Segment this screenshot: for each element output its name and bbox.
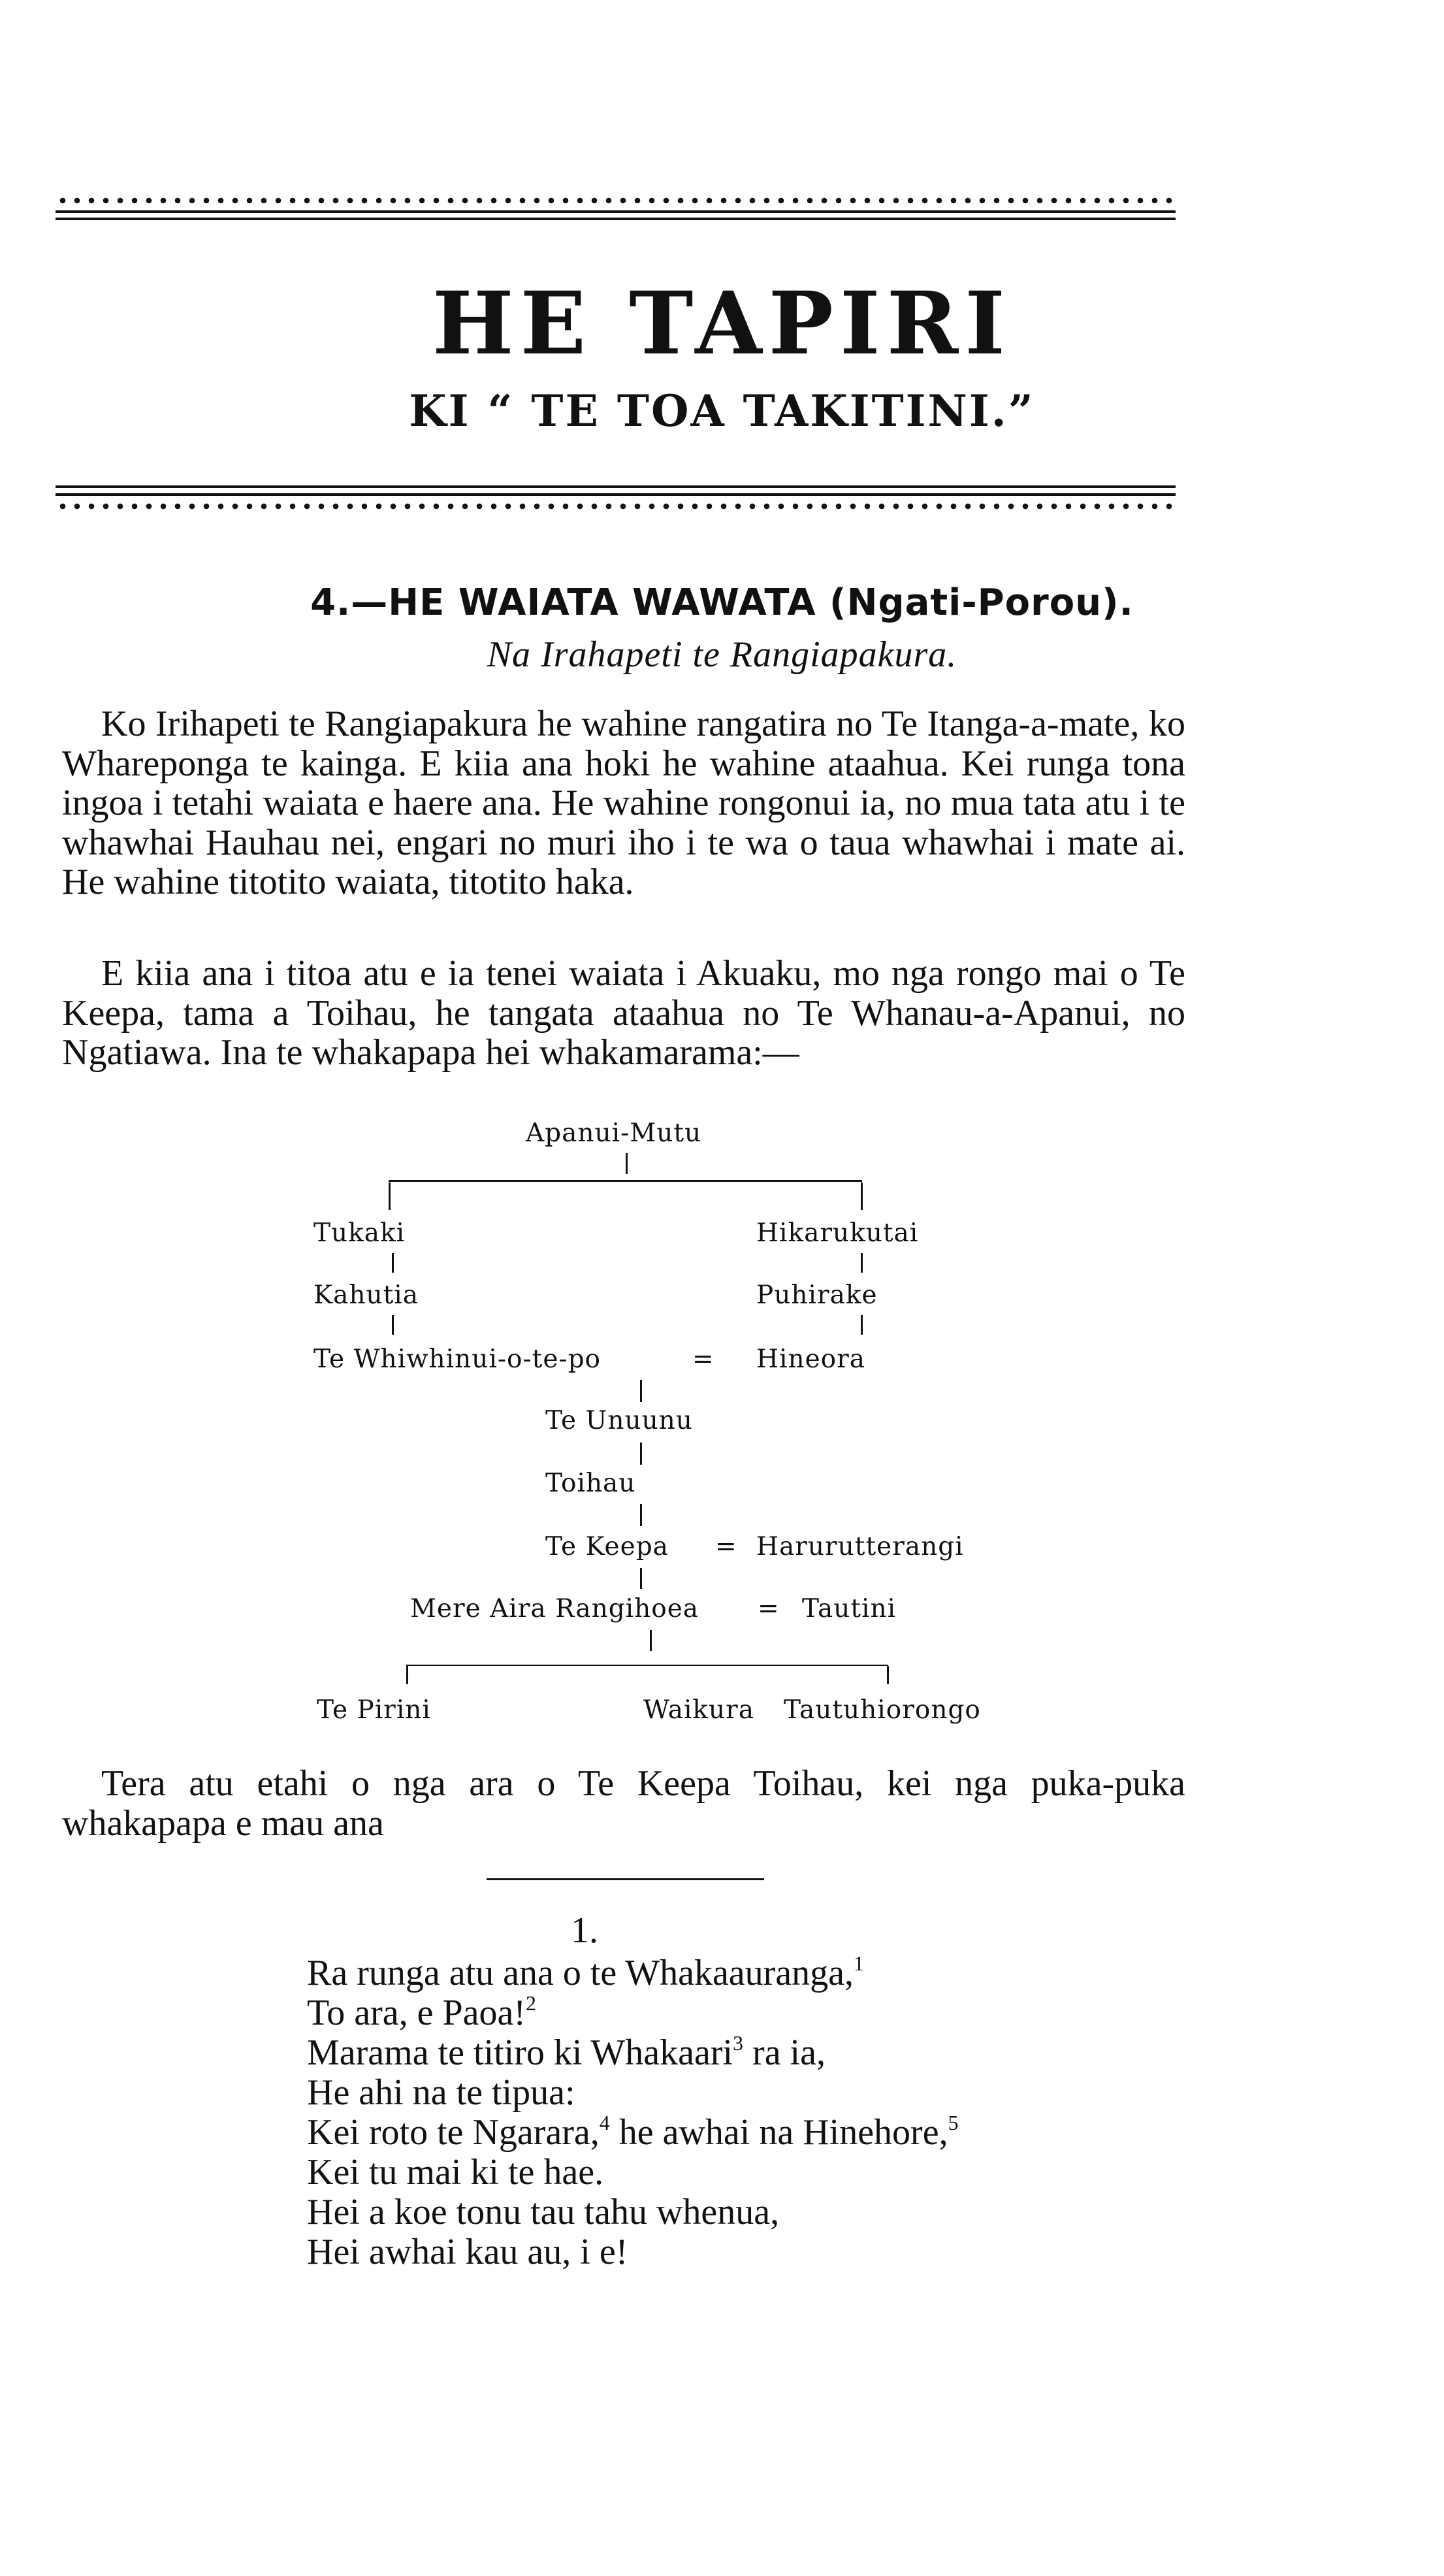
gen-root-bar [389, 1180, 862, 1182]
gen-root: Apanui-Mutu [526, 1118, 702, 1148]
gen-child-1: Te Pirini [317, 1695, 431, 1725]
closing-paragraph [62, 1764, 1185, 1843]
page-title: HE TAPIRI [432, 273, 1012, 374]
verse-line-4: He ahi na te tipua: [307, 2072, 575, 2113]
gen-left-link-2 [392, 1315, 394, 1335]
verse-line-3: Marama te titiro ki Whakaari$^3$ ra ia, [307, 2031, 826, 2073]
footnote-ref-5: 5 [948, 2111, 959, 2134]
gen-link-mere [640, 1568, 642, 1589]
paragraph-2 [62, 954, 1185, 1073]
gen-right-1: Hikarukutai [756, 1218, 919, 1248]
section-divider [487, 1878, 764, 1880]
gen-descendant-2: Toihau [545, 1469, 636, 1498]
top-rule-line-2 [56, 218, 1176, 220]
gen-marriage-1: = [692, 1345, 714, 1374]
footnote-ref-2: 2 [526, 1991, 537, 2015]
gen-link-toihau [640, 1443, 642, 1465]
gen-children-stem [650, 1630, 652, 1651]
gen-left-link-1 [392, 1253, 394, 1273]
gen-child-left-drop [406, 1666, 408, 1684]
gen-children-bar [406, 1665, 888, 1666]
verse-line-8: Hei awhai kau au, i e! [307, 2232, 628, 2272]
top-beaded-rule [56, 197, 1176, 204]
verse-line-7: Hei a koe tonu tau tahu whenua, [307, 2192, 780, 2232]
verse-line-2: To ara, e Paoa!$^2$ [307, 1991, 537, 2033]
gen-child-2: Waikura [643, 1695, 755, 1725]
gen-mere: Mere Aira Rangihoea [410, 1594, 699, 1623]
gen-marriage-2: = [715, 1532, 737, 1561]
gen-marriage-3: = [758, 1594, 780, 1623]
section-author: Na Irahapeti te Rangiapakura. [487, 634, 957, 675]
gen-left-1: Tukaki [313, 1218, 406, 1248]
closing-paragraph-text: Tera atu etahi o nga ara o Te Keepa Toihau, kei nga puka-puka whakapapa e mau ana [62, 1763, 1185, 1844]
gen-link-unuunu [640, 1380, 642, 1402]
gen-right-link-2 [861, 1315, 863, 1335]
gen-descendant-1: Te Unuunu [545, 1406, 693, 1435]
verse-body [307, 1953, 1221, 2272]
gen-keepa: Te Keepa [545, 1532, 669, 1561]
paragraph-2-text: E kiia ana i titoa atu e ia tenei waiata i Akuaku, mo nga rongo mai o Te Keepa, tama a Toihau, he tangata ataahua no Te Whanau-a-Apanui, no Ngatiawa. Ina te whakapapa hei whakamarama:— [62, 953, 1185, 1073]
gen-right-3: Hineora [756, 1345, 866, 1374]
footnote-ref-4: 4 [599, 2111, 610, 2134]
gen-root-stem [626, 1153, 628, 1174]
section-heading: 4.—HE WAIATA WAWATA (Ngati-Porou). [310, 581, 1134, 624]
header-rule-line-2 [56, 493, 1176, 496]
verse-line-5: Kei roto te Ngarara,$^4$ he awhai na Hinehore,$^5$ [307, 2111, 959, 2153]
paragraph-1 [62, 704, 1185, 902]
gen-child-right-drop [887, 1666, 889, 1684]
footnote-ref-3: 3 [733, 2031, 744, 2055]
gen-link-keepa [640, 1504, 642, 1526]
gen-mere-spouse: Tautini [802, 1594, 897, 1623]
header-rule-line-1 [56, 485, 1176, 488]
gen-child-3: Tautuhiorongo [784, 1695, 981, 1725]
verse-number: 1. [571, 1910, 598, 1951]
verse-line-6: Kei tu mai ki te hae. [307, 2152, 604, 2193]
paragraph-1-text: Ko Irihapeti te Rangiapakura he wahine rangatira no Te Itanga-a-mate, ko Whareponga te kainga. E kiia ana hoki he wahine ataahua. Kei runga tona ingoa i tetahi waiata e haere ana. He wahine rongonui ia, no mua tata atu i te whawhai Hauhau nei, engari no muri iho i te wa o taua whawhai i mate ai. He wahine titotito waiata, titotito haka. [62, 704, 1185, 902]
gen-right-link-1 [861, 1253, 863, 1273]
verse-line-1: Ra runga atu ana o te Whakaauranga,$^1$ [307, 1951, 865, 1993]
footnote-ref-1: 1 [854, 1951, 865, 1975]
gen-left-2: Kahutia [313, 1280, 419, 1310]
header-beaded-rule [56, 503, 1176, 510]
gen-keepa-spouse: Harurutterangi [756, 1532, 964, 1561]
gen-right-drop [861, 1182, 863, 1210]
top-rule-line-1 [56, 210, 1176, 213]
gen-left-drop [389, 1182, 391, 1210]
gen-right-2: Puhirake [756, 1280, 878, 1310]
gen-left-3: Te Whiwhinui-o-te-po [313, 1345, 602, 1374]
page-subtitle: KI “ TE TOA TAKITINI.” [409, 385, 1035, 436]
